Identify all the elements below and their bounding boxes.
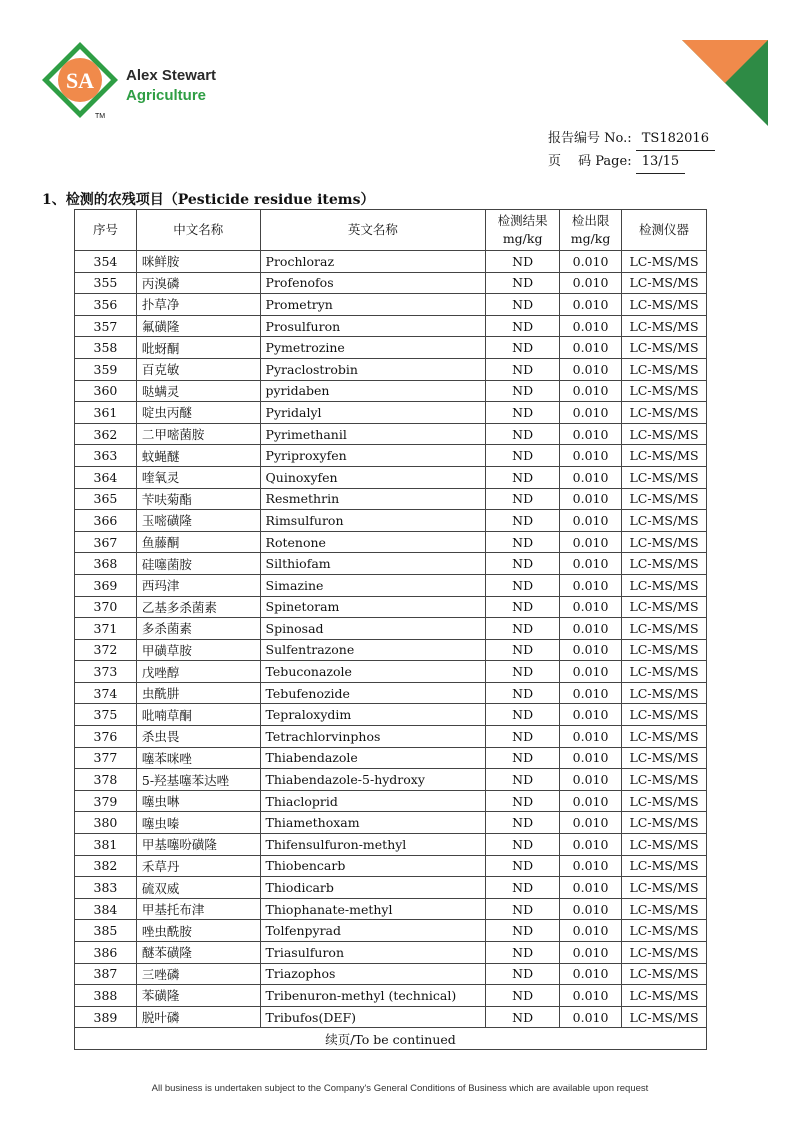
cell-en: Tepraloxydim (260, 704, 486, 726)
table-row (75, 466, 707, 488)
cell-en: Thiodicarb (260, 877, 486, 899)
header-limit-label: 检出限 (571, 213, 610, 228)
cell-en: pyridaben (260, 380, 486, 402)
cell-no: 386 (75, 942, 137, 964)
cell-cn: 丙溴磷 (136, 272, 260, 294)
cell-limit: 0.010 (560, 855, 622, 877)
cell-en: Spinosad (260, 618, 486, 640)
cell-en: Rimsulfuron (260, 510, 486, 532)
brand-name (126, 66, 216, 106)
cell-no: 366 (75, 510, 137, 532)
cell-instrument: LC-MS/MS (622, 877, 707, 899)
table-row (75, 574, 707, 596)
cell-result: ND (486, 855, 560, 877)
cell-limit: 0.010 (560, 898, 622, 920)
cell-no: 358 (75, 337, 137, 359)
cell-instrument: LC-MS/MS (622, 855, 707, 877)
cell-en: Thiabendazole (260, 747, 486, 769)
cell-cn: 百克敏 (136, 358, 260, 380)
table-row (75, 251, 707, 273)
cell-limit: 0.010 (560, 315, 622, 337)
table-row (75, 488, 707, 510)
trademark-mark: TM (95, 113, 106, 120)
cell-result: ND (486, 337, 560, 359)
table-row (75, 445, 707, 467)
cell-result: ND (486, 942, 560, 964)
cell-result: ND (486, 898, 560, 920)
brand-line-2: Agriculture (126, 87, 207, 104)
cell-en: Tribufos(DEF) (260, 1006, 486, 1028)
cell-no: 370 (75, 596, 137, 618)
cell-limit: 0.010 (560, 661, 622, 683)
cell-cn: 甲磺草胺 (136, 639, 260, 661)
table-row (75, 704, 707, 726)
cell-limit: 0.010 (560, 531, 622, 553)
cell-cn: 甲基噻吩磺隆 (136, 834, 260, 856)
cell-no: 372 (75, 639, 137, 661)
cell-en: Triasulfuron (260, 942, 486, 964)
cell-no: 373 (75, 661, 137, 683)
cell-limit: 0.010 (560, 726, 622, 748)
cell-en: Thiamethoxam (260, 812, 486, 834)
cell-cn: 氟磺隆 (136, 315, 260, 337)
cell-cn: 西玛津 (136, 574, 260, 596)
cell-cn: 多杀菌素 (136, 618, 260, 640)
cell-result: ND (486, 380, 560, 402)
cell-instrument: LC-MS/MS (622, 380, 707, 402)
cell-en: Resmethrin (260, 488, 486, 510)
cell-limit: 0.010 (560, 294, 622, 316)
table-row (75, 963, 707, 985)
cell-no: 354 (75, 251, 137, 273)
table-row (75, 531, 707, 553)
cell-cn: 吡喃草酮 (136, 704, 260, 726)
cell-instrument: LC-MS/MS (622, 488, 707, 510)
cell-instrument: LC-MS/MS (622, 769, 707, 791)
table-row (75, 726, 707, 748)
continued-note: 续页/To be continued (75, 1028, 707, 1050)
cell-en: Sulfentrazone (260, 639, 486, 661)
cell-en: Spinetoram (260, 596, 486, 618)
footer-note: All business is undertaken subject to the Company's General Conditions of Business which are available upon request (151, 1083, 649, 1094)
cell-limit: 0.010 (560, 812, 622, 834)
cell-instrument: LC-MS/MS (622, 553, 707, 575)
cell-no: 379 (75, 790, 137, 812)
cell-no: 389 (75, 1006, 137, 1028)
cell-en: Prosulfuron (260, 315, 486, 337)
cell-limit: 0.010 (560, 682, 622, 704)
table-header-row (75, 210, 707, 251)
cell-result: ND (486, 877, 560, 899)
continued-row (75, 1028, 707, 1050)
svg-text:SA: SA (65, 68, 95, 93)
cell-result: ND (486, 553, 560, 575)
cell-instrument: LC-MS/MS (622, 726, 707, 748)
cell-en: Thifensulfuron-methyl (260, 834, 486, 856)
cell-instrument: LC-MS/MS (622, 574, 707, 596)
cell-result: ND (486, 661, 560, 683)
cell-no: 368 (75, 553, 137, 575)
cell-en: Thiacloprid (260, 790, 486, 812)
cell-en: Pyrimethanil (260, 423, 486, 445)
cell-instrument: LC-MS/MS (622, 704, 707, 726)
cell-instrument: LC-MS/MS (622, 445, 707, 467)
alex-stewart-logo-icon (40, 40, 120, 120)
cell-result: ND (486, 272, 560, 294)
cell-instrument: LC-MS/MS (622, 963, 707, 985)
cell-en: Prometryn (260, 294, 486, 316)
cell-cn: 硫双威 (136, 877, 260, 899)
cell-no: 377 (75, 747, 137, 769)
cell-instrument: LC-MS/MS (622, 639, 707, 661)
cell-no: 364 (75, 466, 137, 488)
cell-instrument: LC-MS/MS (622, 920, 707, 942)
cell-en: Profenofos (260, 272, 486, 294)
cell-result: ND (486, 294, 560, 316)
cell-limit: 0.010 (560, 380, 622, 402)
cell-instrument: LC-MS/MS (622, 402, 707, 424)
cell-no: 382 (75, 855, 137, 877)
cell-limit: 0.010 (560, 358, 622, 380)
cell-limit: 0.010 (560, 510, 622, 532)
cell-en: Pymetrozine (260, 337, 486, 359)
cell-instrument: LC-MS/MS (622, 812, 707, 834)
cell-cn: 二甲嘧菌胺 (136, 423, 260, 445)
cell-limit: 0.010 (560, 942, 622, 964)
cell-no: 357 (75, 315, 137, 337)
cell-limit: 0.010 (560, 963, 622, 985)
table-row (75, 790, 707, 812)
cell-cn: 三唑磷 (136, 963, 260, 985)
cell-result: ND (486, 358, 560, 380)
cell-instrument: LC-MS/MS (622, 510, 707, 532)
cell-no: 380 (75, 812, 137, 834)
section-title: 1、检测的农残项目（Pesticide residue items） (42, 192, 375, 208)
table-row (75, 985, 707, 1007)
table-row (75, 510, 707, 532)
company-logo (40, 40, 240, 130)
cell-result: ND (486, 1006, 560, 1028)
brand-line-1: Alex Stewart (126, 67, 217, 84)
table-row (75, 898, 707, 920)
cell-cn: 苄呋菊酯 (136, 488, 260, 510)
header-no: 序号 (75, 210, 137, 251)
table-row (75, 812, 707, 834)
cell-result: ND (486, 315, 560, 337)
cell-instrument: LC-MS/MS (622, 423, 707, 445)
cell-instrument: LC-MS/MS (622, 315, 707, 337)
cell-en: Pyriproxyfen (260, 445, 486, 467)
cell-instrument: LC-MS/MS (622, 531, 707, 553)
header-result (486, 210, 560, 251)
cell-en: Triazophos (260, 963, 486, 985)
cell-cn: 甲基托布津 (136, 898, 260, 920)
cell-en: Rotenone (260, 531, 486, 553)
cell-limit: 0.010 (560, 574, 622, 596)
report-number-row (548, 128, 715, 151)
cell-cn: 喹氧灵 (136, 466, 260, 488)
table-row (75, 877, 707, 899)
cell-cn: 乙基多杀菌素 (136, 596, 260, 618)
cell-instrument: LC-MS/MS (622, 337, 707, 359)
cell-result: ND (486, 251, 560, 273)
table-row (75, 920, 707, 942)
cell-limit: 0.010 (560, 466, 622, 488)
report-info (548, 128, 715, 174)
cell-result: ND (486, 445, 560, 467)
table-row (75, 315, 707, 337)
cell-instrument: LC-MS/MS (622, 1006, 707, 1028)
cell-instrument: LC-MS/MS (622, 790, 707, 812)
cell-cn: 吡蚜酮 (136, 337, 260, 359)
cell-limit: 0.010 (560, 1006, 622, 1028)
cell-cn: 虫酰肼 (136, 682, 260, 704)
cell-no: 356 (75, 294, 137, 316)
table-row (75, 834, 707, 856)
cell-en: Tribenuron-methyl (technical) (260, 985, 486, 1007)
cell-no: 385 (75, 920, 137, 942)
cell-cn: 哒螨灵 (136, 380, 260, 402)
cell-limit: 0.010 (560, 488, 622, 510)
cell-instrument: LC-MS/MS (622, 596, 707, 618)
cell-result: ND (486, 596, 560, 618)
cell-cn: 啶虫丙醚 (136, 402, 260, 424)
report-number-value: TS182016 (636, 128, 715, 151)
cell-cn: 噻苯咪唑 (136, 747, 260, 769)
cell-no: 371 (75, 618, 137, 640)
cell-en: Prochloraz (260, 251, 486, 273)
cell-cn: 5-羟基噻苯达唑 (136, 769, 260, 791)
cell-no: 376 (75, 726, 137, 748)
cell-cn: 蚊蝇醚 (136, 445, 260, 467)
cell-limit: 0.010 (560, 618, 622, 640)
cell-no: 378 (75, 769, 137, 791)
cell-result: ND (486, 618, 560, 640)
table-row (75, 553, 707, 575)
cell-instrument: LC-MS/MS (622, 294, 707, 316)
cell-no: 362 (75, 423, 137, 445)
header-limit-unit: mg/kg (570, 231, 611, 246)
cell-instrument: LC-MS/MS (622, 618, 707, 640)
table-row (75, 337, 707, 359)
cell-cn: 苯磺隆 (136, 985, 260, 1007)
cell-cn: 鱼藤酮 (136, 531, 260, 553)
table-row (75, 747, 707, 769)
cell-en: Silthiofam (260, 553, 486, 575)
cell-no: 360 (75, 380, 137, 402)
page-number-label: 页 码 Page: (548, 154, 632, 169)
cell-result: ND (486, 963, 560, 985)
cell-no: 381 (75, 834, 137, 856)
cell-instrument: LC-MS/MS (622, 942, 707, 964)
cell-result: ND (486, 769, 560, 791)
cell-en: Simazine (260, 574, 486, 596)
cell-en: Pyraclostrobin (260, 358, 486, 380)
cell-no: 361 (75, 402, 137, 424)
cell-limit: 0.010 (560, 445, 622, 467)
cell-result: ND (486, 920, 560, 942)
cell-cn: 噻虫嗪 (136, 812, 260, 834)
cell-instrument: LC-MS/MS (622, 985, 707, 1007)
cell-no: 367 (75, 531, 137, 553)
cell-result: ND (486, 466, 560, 488)
cell-limit: 0.010 (560, 423, 622, 445)
table-row (75, 272, 707, 294)
cell-limit: 0.010 (560, 790, 622, 812)
header-result-unit: mg/kg (502, 231, 543, 246)
cell-en: Tolfenpyrad (260, 920, 486, 942)
cell-result: ND (486, 639, 560, 661)
cell-cn: 咪鲜胺 (136, 251, 260, 273)
table-row (75, 1006, 707, 1028)
cell-no: 374 (75, 682, 137, 704)
cell-result: ND (486, 510, 560, 532)
cell-no: 363 (75, 445, 137, 467)
cell-cn: 杀虫畏 (136, 726, 260, 748)
cell-instrument: LC-MS/MS (622, 682, 707, 704)
cell-limit: 0.010 (560, 596, 622, 618)
cell-result: ND (486, 985, 560, 1007)
table-row (75, 618, 707, 640)
cell-cn: 戊唑醇 (136, 661, 260, 683)
cell-no: 384 (75, 898, 137, 920)
cell-instrument: LC-MS/MS (622, 272, 707, 294)
cell-no: 383 (75, 877, 137, 899)
cell-limit: 0.010 (560, 553, 622, 575)
cell-limit: 0.010 (560, 769, 622, 791)
cell-no: 369 (75, 574, 137, 596)
cell-no: 387 (75, 963, 137, 985)
cell-limit: 0.010 (560, 877, 622, 899)
cell-no: 359 (75, 358, 137, 380)
cell-cn: 玉嘧磺隆 (136, 510, 260, 532)
cell-en: Thiophanate-methyl (260, 898, 486, 920)
cell-instrument: LC-MS/MS (622, 251, 707, 273)
cell-no: 365 (75, 488, 137, 510)
table-row (75, 402, 707, 424)
table-row (75, 942, 707, 964)
cell-en: Thiabendazole-5-hydroxy (260, 769, 486, 791)
cell-instrument: LC-MS/MS (622, 898, 707, 920)
cell-result: ND (486, 423, 560, 445)
cell-limit: 0.010 (560, 747, 622, 769)
cell-no: 355 (75, 272, 137, 294)
cell-en: Pyridalyl (260, 402, 486, 424)
cell-en: Tebuconazole (260, 661, 486, 683)
page-number-value: 13/15 (636, 151, 685, 174)
table-row (75, 682, 707, 704)
cell-limit: 0.010 (560, 834, 622, 856)
cell-instrument: LC-MS/MS (622, 661, 707, 683)
cell-limit: 0.010 (560, 251, 622, 273)
table-row (75, 596, 707, 618)
cell-cn: 硅噻菌胺 (136, 553, 260, 575)
cell-result: ND (486, 531, 560, 553)
page-number-row (548, 151, 715, 174)
cell-result: ND (486, 488, 560, 510)
header-result-label: 检测结果 (497, 213, 548, 228)
cell-no: 388 (75, 985, 137, 1007)
table-row (75, 639, 707, 661)
cell-cn: 噻虫啉 (136, 790, 260, 812)
cell-en: Quinoxyfen (260, 466, 486, 488)
table-row (75, 855, 707, 877)
cell-cn: 脱叶磷 (136, 1006, 260, 1028)
cell-limit: 0.010 (560, 337, 622, 359)
cell-result: ND (486, 402, 560, 424)
table-row (75, 380, 707, 402)
header-en: 英文名称 (260, 210, 486, 251)
cell-limit: 0.010 (560, 272, 622, 294)
cell-cn: 唑虫酰胺 (136, 920, 260, 942)
cell-limit: 0.010 (560, 985, 622, 1007)
cell-en: Tebufenozide (260, 682, 486, 704)
cell-limit: 0.010 (560, 639, 622, 661)
report-number-label: 报告编号 No.: (548, 131, 632, 146)
cell-result: ND (486, 704, 560, 726)
cell-result: ND (486, 682, 560, 704)
cell-no: 375 (75, 704, 137, 726)
table-row (75, 769, 707, 791)
cell-result: ND (486, 726, 560, 748)
cell-result: ND (486, 574, 560, 596)
table-row (75, 294, 707, 316)
cell-en: Tetrachlorvinphos (260, 726, 486, 748)
cell-limit: 0.010 (560, 402, 622, 424)
cell-result: ND (486, 790, 560, 812)
table-body (75, 251, 707, 1028)
cell-instrument: LC-MS/MS (622, 466, 707, 488)
table-row (75, 423, 707, 445)
header-limit (560, 210, 622, 251)
cell-limit: 0.010 (560, 704, 622, 726)
table-row (75, 661, 707, 683)
corner-triangle-icon (682, 40, 768, 126)
cell-instrument: LC-MS/MS (622, 358, 707, 380)
cell-result: ND (486, 812, 560, 834)
cell-limit: 0.010 (560, 920, 622, 942)
cell-cn: 禾草丹 (136, 855, 260, 877)
cell-cn: 醚苯磺隆 (136, 942, 260, 964)
pesticide-table (74, 209, 707, 1050)
header-instrument: 检测仪器 (622, 210, 707, 251)
cell-instrument: LC-MS/MS (622, 834, 707, 856)
cell-result: ND (486, 834, 560, 856)
cell-cn: 扑草净 (136, 294, 260, 316)
cell-instrument: LC-MS/MS (622, 747, 707, 769)
header-cn: 中文名称 (136, 210, 260, 251)
cell-en: Thiobencarb (260, 855, 486, 877)
cell-result: ND (486, 747, 560, 769)
table-row (75, 358, 707, 380)
